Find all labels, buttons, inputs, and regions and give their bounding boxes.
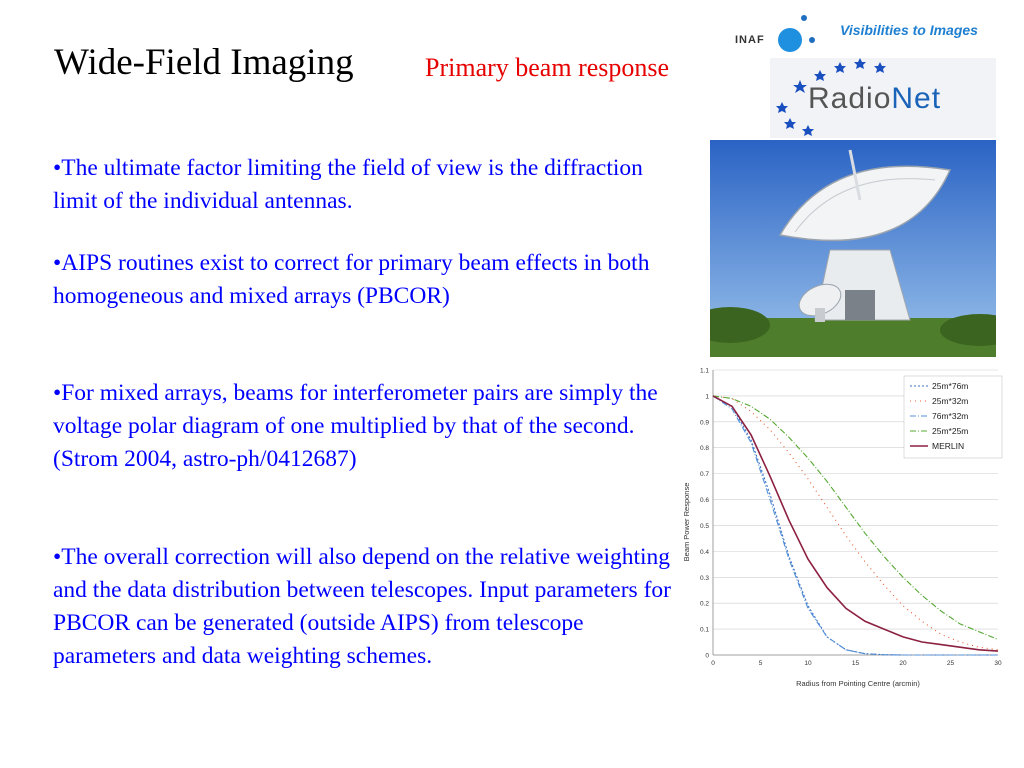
legend-label: 25m*25m bbox=[932, 426, 969, 436]
chart-ylabel: Beam Power Response bbox=[682, 482, 691, 562]
radionet-wordmark bbox=[808, 82, 941, 116]
y-tick-label: 0.3 bbox=[699, 574, 709, 582]
legend-label: 25m*32m bbox=[932, 396, 969, 406]
bullet-item: •The ultimate factor limiting the field of view is the diffraction limit of the individual antennas. bbox=[53, 155, 643, 214]
x-tick-label: 0 bbox=[711, 660, 715, 667]
bullet-item: •AIPS routines exist to correct for primary beam effects in both homogeneous and mixed arrays (PBCOR) bbox=[53, 250, 650, 309]
y-tick-label: 0.2 bbox=[699, 600, 709, 608]
y-tick-label: 0.8 bbox=[699, 445, 709, 453]
small-dot-icon bbox=[809, 37, 815, 43]
slide-subtitle: Primary beam response bbox=[425, 53, 670, 82]
legend-label: MERLIN bbox=[932, 441, 965, 451]
bullet-item: •The overall correction will also depend on the relative weighting and the data distribution between telescopes. Input parameters for PBCOR can be generated (outside AIPS) from telescope parameters and data weighting schemes. bbox=[53, 544, 671, 669]
y-tick-label: 0.1 bbox=[699, 626, 709, 634]
legend-label: 25m*76m bbox=[932, 381, 969, 391]
beam-response-chart bbox=[678, 362, 1010, 692]
logo-tagline: Visibilities to Images bbox=[840, 22, 978, 38]
x-tick-label: 30 bbox=[994, 660, 1002, 667]
y-tick-label: 0.9 bbox=[699, 419, 709, 427]
y-tick-label: 0 bbox=[705, 652, 709, 660]
radionet-part-a: Radio bbox=[808, 82, 892, 115]
small-dot-icon bbox=[801, 15, 807, 21]
x-tick-label: 25 bbox=[946, 660, 955, 667]
y-tick-label: 0.7 bbox=[699, 471, 709, 479]
inaf-dot-icon bbox=[778, 28, 802, 52]
inaf-label: INAF bbox=[735, 34, 765, 46]
bullet-item: •For mixed arrays, beams for interferometer pairs are simply the voltage polar diagram of one multiplied by that of the second. (Strom 2004, astro-ph/0412687) bbox=[53, 380, 658, 472]
y-tick-label: 1.1 bbox=[699, 367, 709, 375]
x-tick-label: 15 bbox=[851, 660, 860, 667]
y-tick-label: 0.5 bbox=[699, 522, 709, 530]
x-tick-label: 5 bbox=[758, 660, 763, 667]
chart-xlabel: Radius from Pointing Centre (arcmin) bbox=[796, 679, 920, 688]
telescope-photo bbox=[710, 140, 996, 357]
y-tick-label: 1 bbox=[705, 393, 709, 401]
radionet-part-b: Net bbox=[891, 82, 942, 115]
y-tick-label: 0.4 bbox=[699, 548, 709, 556]
x-tick-label: 10 bbox=[804, 660, 812, 667]
x-tick-label: 20 bbox=[899, 660, 907, 667]
slide-title: Wide-Field Imaging bbox=[54, 42, 354, 83]
y-tick-label: 0.6 bbox=[699, 497, 709, 505]
legend-label: 76m*32m bbox=[932, 411, 969, 421]
